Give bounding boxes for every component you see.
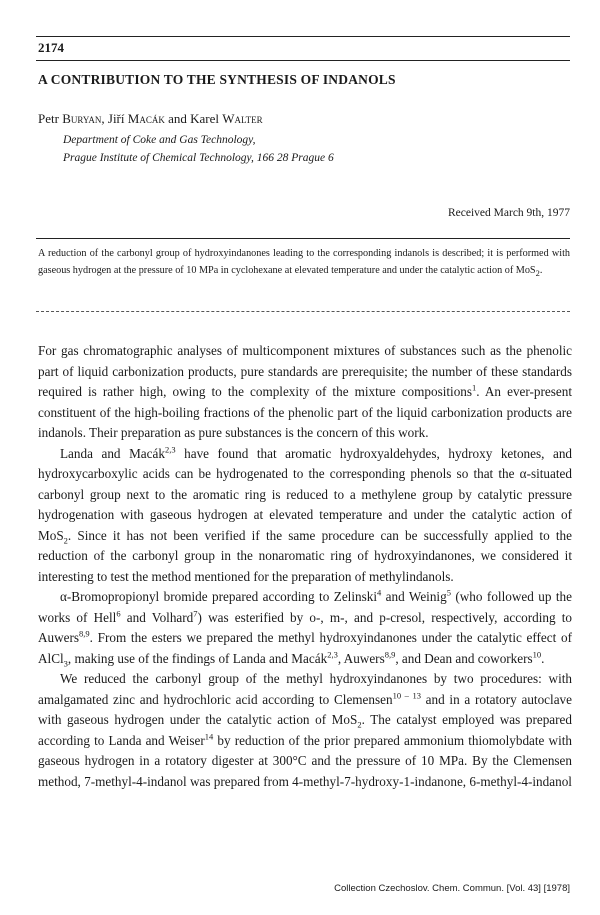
abstract-bottom-rule	[36, 311, 570, 312]
affiliation-institute: Prague Institute of Chemical Technology, 166 28 Prague 6	[63, 152, 334, 164]
text: . From the esters we prepared the methyl hydroxyindanones under the catalytic effect of AlCl	[38, 630, 572, 666]
subscript: 2	[63, 535, 68, 546]
text: by reduction of the prior prepared ammonium thiomolybdate with gaseous hydrogen in a rotatory digester at 300°C and the pressure of 10 MPa. By the Clemensen method, 7-methyl-4-indanol was prepared from 4-methyl-7-hydroxy-1-indanone, 6-methyl-4-indanol	[38, 732, 572, 789]
header-rule	[36, 60, 570, 61]
received-date: Received March 9th, 1977	[448, 207, 570, 219]
text: .	[541, 650, 545, 666]
author-first-name: Petr	[38, 111, 59, 126]
citation-ref: 6	[116, 608, 121, 619]
citation-ref: 8,9	[384, 649, 396, 660]
citation-ref: 10	[532, 649, 542, 660]
page-number: 2174	[38, 40, 64, 55]
text: , Auwers	[337, 650, 385, 666]
paragraph-2	[38, 444, 572, 588]
author-last-name: Buryan	[62, 111, 102, 126]
abstract-top-rule	[36, 238, 570, 239]
paragraph-4	[38, 669, 572, 792]
author-last-name: Macák	[127, 111, 165, 126]
text: , making use of the findings of Landa and Macák	[67, 650, 328, 666]
text: have found that aromatic hydroxyaldehydes, hydroxy ketones, and hydroxycarboxylic acids can be hydrogenated to the corresponding phenols so that the α-situated carbonyl group next to the aromatic ring is reduced to a methylene group by catalytic pressure hydrogenation with gaseous hydrogen at elevated temperature and under the catalytic action of MoS	[38, 445, 573, 543]
text: . The catalyst employed was prepared according to Landa and Weiser	[38, 712, 572, 748]
text: . Since it has not been verified if the same procedure can be successfully applied to the reduction of the carbonyl group in the nonaromatic ring of hydroxyindanones, we considered it interesting to test the method mentioned for the preparation of methylindanols.	[38, 527, 572, 584]
text: α-Bromopropionyl bromide prepared according to Zelinski	[60, 589, 377, 604]
abstract-text: A reduction of the carbonyl group of hydroxyindanones leading to the corresponding indanols is described; it is performed with gaseous hydrogen at the pressure of 10 MPa in cyclohexane at elevated temperature and under the catalytic action of MoS	[38, 248, 570, 276]
citation-ref: 8,9	[79, 628, 90, 639]
article-body	[38, 341, 572, 792]
citation-ref: 7	[193, 608, 198, 619]
subscript: 2	[357, 719, 362, 730]
text: and Weinig	[381, 589, 447, 604]
text: and Volhard	[120, 609, 194, 625]
journal-footer: Collection Czechoslov. Chem. Commun. [Vol. 43] [1978]	[334, 883, 570, 894]
affiliation-department: Department of Coke and Gas Technology,	[63, 134, 256, 146]
citation-ref: 2,3	[327, 649, 338, 660]
text: , and Dean and coworkers	[395, 650, 533, 666]
author-separator: ,	[101, 111, 108, 126]
article-title: A CONTRIBUTION TO THE SYNTHESIS OF INDANOLS	[38, 72, 396, 87]
text: and in a rotatory autoclave with gaseous hydrogen under the catalytic action of MoS	[38, 691, 572, 727]
text: (who followed up the works of Hell	[38, 589, 572, 625]
citation-ref: 1	[472, 382, 477, 393]
paragraph-1	[38, 341, 572, 444]
text: We reduced the carbonyl group of the methyl hydroxyindanones by two procedures: with amalgamated zinc and hydrochloric acid according to Clemensen	[38, 671, 572, 707]
author-list	[38, 111, 263, 127]
text: For gas chromatographic analyses of multicomponent mixtures of substances such as the phenolic part of liquid carbonization products, pure standards are prerequisite; the number of these standards required is rather high, owing to the complexity of the mixture compositions	[38, 343, 572, 399]
citation-ref: 2,3	[164, 444, 176, 455]
subscript: 2	[535, 268, 540, 279]
citation-ref: 5	[446, 587, 451, 598]
paragraph-3	[38, 587, 572, 669]
citation-ref: 14	[204, 731, 214, 742]
author-separator: and	[164, 111, 191, 126]
top-rule	[36, 36, 570, 37]
abstract	[38, 245, 570, 279]
author-last-name: Walter	[222, 111, 263, 126]
text: Landa and Macák	[60, 445, 165, 461]
citation-ref: 10 – 13	[392, 690, 421, 701]
citation-ref: 4	[376, 587, 382, 598]
author-first-name: Karel	[190, 111, 219, 126]
text: ) was esterified by o-, m-, and p-cresol, respectively, according to Auwers	[38, 609, 572, 645]
text: . An ever-present constituent of the high-boiling fractions of the phenolic part of the liquid carbonization products are indanols. Their preparation as pure substances is the concern of this work.	[38, 384, 572, 440]
author-first-name: Jiří	[107, 111, 125, 126]
subscript: 3	[63, 658, 68, 669]
abstract-text: .	[539, 265, 543, 276]
